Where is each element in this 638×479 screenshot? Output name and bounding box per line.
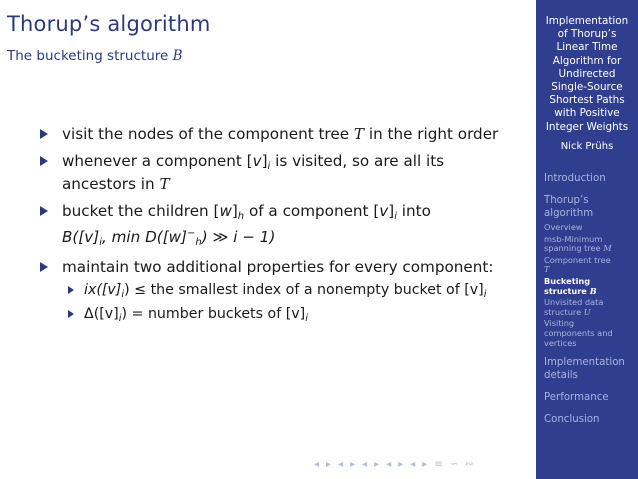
sidebar-author: Nick Prühs (560, 141, 614, 152)
sidebar-section-label: Implementation (544, 357, 625, 369)
math-subscript: i (99, 237, 102, 249)
sidebar-subsection-overview[interactable]: Overview (544, 222, 583, 232)
math-expression: ix([v] (84, 282, 122, 299)
math-var: v (252, 152, 262, 170)
nav-next-slide-icon[interactable]: ▸ (350, 459, 356, 470)
math-subscript: i (121, 289, 125, 301)
sub-item-delta (62, 305, 520, 325)
item-text: ] (388, 202, 395, 220)
nav-search-back-icon[interactable]: ∽ (449, 459, 459, 470)
math-subscript: i (483, 289, 487, 301)
item-text: ) = number buckets of [v] (121, 306, 306, 323)
sidebar-title-line: Undirected (558, 67, 616, 80)
sidebar-subsection-label: Unvisited data (544, 297, 604, 308)
sidebar-title-line: Implementation (545, 15, 629, 27)
sidebar-section-performance[interactable]: Performance (544, 392, 609, 404)
item-text: ] (231, 202, 238, 220)
frame-subtitle-symbol: B (172, 48, 183, 64)
item-text: whenever a component [ (62, 152, 253, 170)
nav-prev-slide-icon[interactable]: ◂ (338, 459, 344, 470)
nav-next-section-icon[interactable]: ▸ (398, 459, 404, 470)
nav-search-forward-icon[interactable]: ∾ (465, 459, 474, 470)
nav-align-icon[interactable]: ≡ (434, 459, 443, 470)
bullet-list (40, 124, 520, 332)
sidebar-title-line: Single-Source (551, 81, 623, 94)
bullet-item-bucket-children (40, 201, 520, 250)
item-text: visit the nodes of the component tree (62, 125, 354, 143)
component-tree-symbol: T (353, 125, 365, 143)
sidebar-subsection-label: structure (544, 285, 590, 296)
math-subscript: i (394, 211, 397, 222)
item-text: is visited, so are all its ancestors in (62, 152, 445, 193)
sidebar-subsection-label: msb-Minimum (544, 233, 603, 244)
math-subscript: h (195, 237, 202, 249)
nav-next-doc-icon[interactable]: ▸ (422, 459, 428, 470)
math-expression: Δ([v] (84, 306, 119, 323)
component-tree-symbol: T (544, 264, 550, 275)
sidebar-subsection-msb-minimum-spanning-tree[interactable] (544, 235, 636, 254)
beamer-navigation-symbols (314, 459, 473, 470)
sidebar-subsection-unvisited-data-structure[interactable] (544, 298, 636, 317)
item-text: in the right order (364, 125, 499, 143)
sidebar-subsection-label: Component tree (544, 254, 611, 265)
sidebar-title-line: Algorithm for (552, 54, 622, 67)
sidebar-presentation-title[interactable] (539, 15, 635, 134)
math-subscript: i (118, 313, 122, 325)
math-expression: ) ≫ i − 1) (201, 228, 276, 247)
nav-next-frame-icon[interactable]: ▸ (326, 459, 332, 470)
nav-prev-doc-icon[interactable]: ◂ (410, 459, 416, 470)
item-text: ) ≤ the smallest index of a nonempty bucket of [v] (124, 282, 484, 299)
frame-title: Thorup’s algorithm (7, 12, 211, 36)
item-text: of a component [ (244, 202, 380, 220)
sidebar-title-line: of Thorup’s (557, 28, 617, 41)
item-text: bucket the children [ (62, 202, 220, 220)
frame-subtitle (7, 48, 183, 64)
bucketing-structure-symbol: B (589, 285, 597, 296)
sidebar-subsection-label: spanning tree (544, 243, 604, 254)
sidebar-subsection-label: structure (544, 306, 584, 317)
small-triangle-bullet-icon (68, 286, 74, 294)
triangle-bullet-icon (40, 129, 48, 139)
sidebar-subsection-component-tree[interactable] (544, 256, 636, 275)
sidebar-title-line: Shortest Paths (549, 94, 625, 107)
bullet-item-visited-ancestors (40, 151, 520, 194)
nav-prev-subsection-icon[interactable]: ◂ (362, 459, 368, 470)
math-subscript: i (305, 313, 308, 325)
math-superscript: − (186, 228, 196, 239)
nav-prev-section-icon[interactable]: ◂ (386, 459, 392, 470)
sidebar-navigation (544, 172, 636, 435)
bullet-item-visit-nodes (40, 124, 520, 144)
sidebar-title-line: Linear Time (556, 41, 618, 54)
sidebar-section-label: Thorup’s (544, 195, 589, 206)
sub-item-ix (62, 281, 520, 301)
unvisited-structure-symbol: U (583, 306, 591, 317)
math-var: w (219, 202, 232, 220)
triangle-bullet-icon (40, 206, 48, 216)
triangle-bullet-icon (40, 156, 48, 166)
sidebar-section-introduction[interactable]: Introduction (544, 173, 606, 184)
nav-prev-frame-icon[interactable]: ◂ (314, 459, 320, 470)
math-var: v (379, 202, 389, 220)
spanning-tree-symbol: M (603, 243, 612, 254)
sidebar-subsection-bucketing-structure[interactable] (544, 277, 636, 296)
item-text: maintain two additional properties for every component: (62, 258, 494, 277)
sidebar-subsection-label: Visiting (544, 318, 575, 329)
sidebar-subsection-label: Bucketing (544, 275, 591, 286)
sidebar-section-label: algorithm (544, 208, 594, 219)
bullet-item-maintain-properties (40, 257, 520, 325)
sidebar-subsection-label: components and (544, 327, 613, 338)
item-text: into (396, 202, 431, 220)
sidebar-title-line: Integer Weights (545, 120, 629, 133)
sidebar-section-implementation-details[interactable] (544, 356, 636, 382)
sidebar-section-label: details (544, 370, 578, 382)
sidebar-subsection-label: vertices (544, 337, 577, 348)
nav-next-subsection-icon[interactable]: ▸ (374, 459, 380, 470)
triangle-bullet-icon (40, 262, 48, 272)
math-subscript: i (267, 161, 271, 172)
sidebar-section-conclusion[interactable]: Conclusion (544, 414, 600, 426)
sidebar (536, 0, 638, 479)
component-tree-symbol: T (159, 175, 170, 193)
small-triangle-bullet-icon (68, 310, 74, 318)
sub-bullet-list (62, 281, 520, 325)
sidebar-section-thorups-algorithm[interactable] (544, 194, 636, 220)
frame-subtitle-text: The bucketing structure (7, 48, 173, 64)
sidebar-title-line: with Positive (554, 107, 620, 120)
math-subscript: h (237, 211, 245, 222)
math-expression: B([v] (62, 228, 100, 247)
item-text: ] (261, 152, 268, 170)
math-expression: , min D([w] (101, 228, 187, 247)
sidebar-subsection-visiting-components[interactable] (544, 319, 636, 348)
